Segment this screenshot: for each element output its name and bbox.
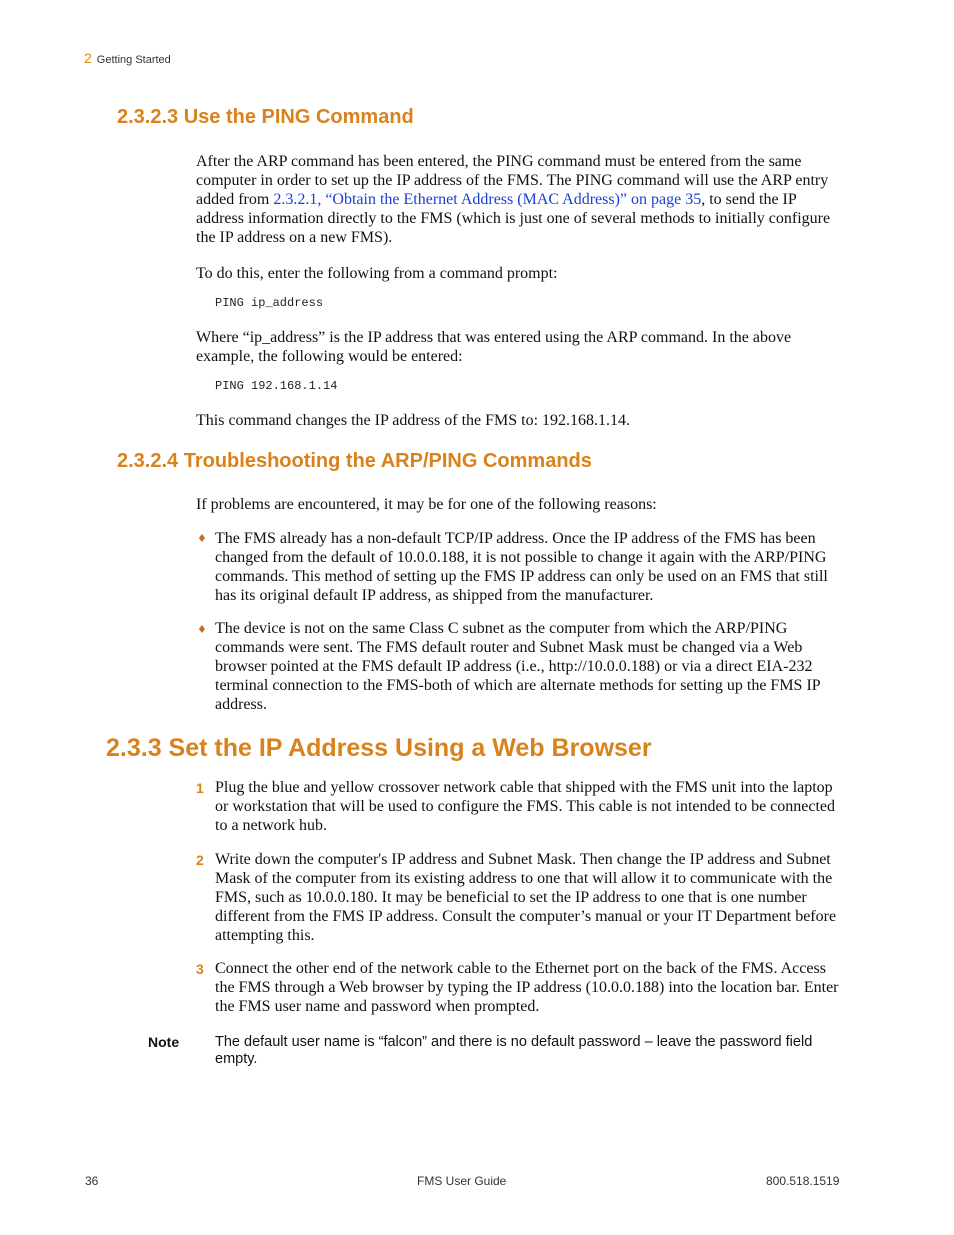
paragraph-troubleshooting-intro: If problems are encountered, it may be for one of the following reasons: [196, 496, 657, 513]
paragraph-ping-intro [196, 152, 841, 247]
code-ping-generic: PING ip_address [215, 296, 324, 310]
running-header [84, 50, 171, 66]
page-number: 36 [85, 1174, 99, 1188]
bullet-item: The device is not on the same Class C subnet as the computer from which the ARP/PING commands were sent. The FMS default router and Subnet Mask must be changed via a Web browser pointed at the FMS default IP address (i.e., http://10.0.0.188) or via a direct EIA-232 terminal connection to the FMS-both of which are alternate methods for setting up the FMS IP address. [215, 620, 821, 713]
note-text: The default user name is “falcon” and there is no default password – leave the password field empty. [215, 1034, 813, 1067]
diamond-bullet-icon: ♦ [197, 623, 207, 636]
step-number: 1 [196, 780, 204, 796]
step-number: 3 [196, 961, 204, 977]
step-text: Plug the blue and yellow crossover network cable that shipped with the FMS unit into the laptop or workstation that will be used to configure the FMS. This cable is not intended to be connected to a network hub. [215, 779, 836, 834]
chapter-title: Getting Started [96, 54, 171, 66]
section-heading-ping: 2.3.2.3 Use the PING Command [117, 106, 414, 128]
paragraph-ip-address-explanation: Where “ip_address” is the IP address that was entered using the ARP command. In the above example, the following would be entered: [196, 329, 792, 365]
step-text: Write down the computer's IP address and Subnet Mask. Then change the IP address and Subnet Mask of the computer from its existing address to one that will allow it to communicate with the FMS, such as 10.0.0.180. It may be beneficial to set the IP address to one that is one number different from the FMS IP address. Consult the computer’s manual or your IT Department before attempting this. [215, 851, 837, 944]
step-text: Connect the other end of the network cable to the Ethernet port on the back of the FMS. Access the FMS through a Web browser by typing the IP address (10.0.0.188) into the location bar. Enter the FMS user name and password when prompted. [215, 960, 839, 1015]
code-ping-example: PING 192.168.1.14 [215, 379, 338, 393]
step-number: 2 [196, 852, 204, 868]
section-heading-troubleshooting: 2.3.2.4 Troubleshooting the ARP/PING Commands [117, 450, 592, 472]
paragraph-command-result: This command changes the IP address of the FMS to: 192.168.1.14. [196, 412, 631, 429]
bullet-item: The FMS already has a non-default TCP/IP address. Once the IP address of the FMS has been changed from the default of 10.0.0.188, it is not possible to change it again with the ARP/PING commands. This method of setting up the FMS IP address can only be used on an FMS that still has its original default IP address, as shipped from the manufacturer. [215, 530, 828, 604]
section-heading-web-browser: 2.3.3 Set the IP Address Using a Web Browser [106, 734, 652, 762]
footer-title: FMS User Guide [417, 1174, 507, 1188]
paragraph-text: After the ARP command has been entered, the PING command must be entered from the same computer in order to set up the IP address of the FMS. The PING command will use the ARP entry added from [196, 153, 829, 208]
cross-reference-link[interactable]: 2.3.2.1, “Obtain the Ethernet Address (MAC Address)” on page 35 [273, 191, 702, 208]
paragraph-text: , to send the IP address information directly to the FMS (which is just one of several methods to initially configure the IP address on a new FMS). [196, 191, 831, 246]
paragraph-command-prompt: To do this, enter the following from a command prompt: [196, 265, 558, 282]
note-label: Note [148, 1034, 180, 1050]
footer-phone: 800.518.1519 [766, 1174, 840, 1188]
diamond-bullet-icon: ♦ [197, 532, 207, 545]
chapter-number: 2 [84, 50, 92, 66]
